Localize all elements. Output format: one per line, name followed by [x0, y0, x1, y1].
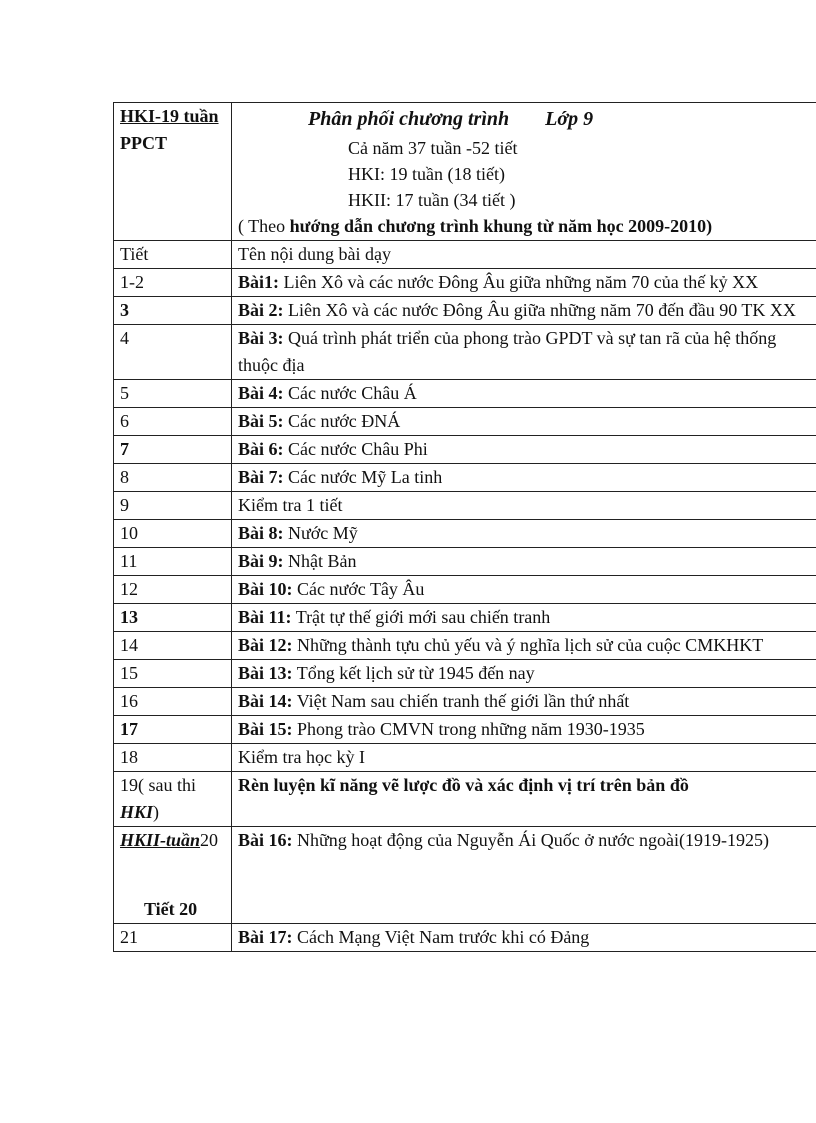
- lesson-cell: [232, 688, 816, 716]
- tiet-cell: [114, 827, 232, 924]
- lesson-number: Bài 5:: [238, 411, 284, 431]
- table-row: [114, 269, 816, 297]
- lesson-cell: [232, 716, 816, 744]
- lesson-number: Bài1:: [238, 272, 280, 292]
- hkii-line: HKII: 17 tuần (34 tiết ): [348, 190, 516, 210]
- lesson-title: Cách Mạng Việt Nam trước khi có Đảng: [297, 927, 590, 947]
- lesson-title: Trật tự thế giới mới sau chiến tranh: [295, 607, 551, 627]
- lesson-cell: [232, 576, 816, 604]
- tiet-cell: 11: [114, 548, 232, 576]
- table-row: [114, 464, 816, 492]
- lesson-title: Tổng kết lịch sử từ 1945 đến nay: [296, 663, 535, 683]
- lesson-number: Bài 16:: [238, 830, 293, 850]
- tiet-cell: 14: [114, 632, 232, 660]
- tiet-number: Tiết 20: [144, 899, 198, 919]
- tiet-cell: 16: [114, 688, 232, 716]
- lesson-number: Bài 15:: [238, 719, 293, 739]
- tiet-cell: 9: [114, 492, 232, 520]
- tiet-a: 19( sau thi: [120, 775, 196, 795]
- lesson-cell: [232, 604, 816, 632]
- tiet-b: HKI: [120, 802, 154, 822]
- table-row: [114, 688, 816, 716]
- table-row: [114, 380, 816, 408]
- column-header-title: Tên nội dung bài dạy: [232, 241, 816, 269]
- title-text: Phân phối chương trình: [308, 108, 510, 130]
- table-row: [114, 632, 816, 660]
- table-row: [114, 492, 816, 520]
- grade-text: Lớp 9: [545, 108, 594, 130]
- tiet-cell: 1-2: [114, 269, 232, 297]
- lesson-title: Kiểm tra học kỳ I: [238, 747, 365, 767]
- lesson-number: Bài 2:: [238, 300, 284, 320]
- lesson-title: Quá trình phát triển của phong trào GPDT và sự tan rã của hệ thống thuộc địa: [238, 328, 777, 375]
- curriculum-table: [113, 102, 816, 952]
- lesson-cell: [232, 632, 816, 660]
- semester-label: HKI-19 tuần: [120, 106, 219, 126]
- lesson-cell: [232, 464, 816, 492]
- lesson-number: Bài 12:: [238, 635, 293, 655]
- page-title: [238, 103, 814, 135]
- lesson-title: Nước Mỹ: [288, 523, 358, 543]
- lesson-title: Rèn luyện kĩ năng vẽ lược đồ và xác định vị trí trên bản đồ: [232, 772, 816, 827]
- table-row: [114, 604, 816, 632]
- header-row: [114, 103, 816, 241]
- tiet-cell: 15: [114, 660, 232, 688]
- ppct-label: PPCT: [120, 133, 167, 153]
- note-line: [238, 213, 814, 240]
- lesson-cell: [232, 548, 816, 576]
- lesson-number: Bài 13:: [238, 663, 293, 683]
- lesson-title: Liên Xô và các nước Đông Âu giữa những năm 70 của thế kỷ XX: [283, 272, 759, 292]
- lesson-cell: [232, 492, 816, 520]
- lesson-number: Bài 14:: [238, 691, 293, 711]
- lesson-title: Kiểm tra 1 tiết: [238, 495, 343, 515]
- hkii-text: HKII-tuần: [120, 830, 201, 850]
- lesson-number: Bài 6:: [238, 439, 284, 459]
- table-row: [114, 924, 816, 952]
- lesson-title: Việt Nam sau chiến tranh thế giới lần thứ nhất: [296, 691, 630, 711]
- lesson-number: Bài 7:: [238, 467, 284, 487]
- lesson-number: Bài 9:: [238, 551, 284, 571]
- lesson-title: Liên Xô và các nước Đông Âu giữa những năm 70 đến đầu 90 TK XX: [288, 300, 796, 320]
- tiet-c: ): [153, 802, 160, 822]
- tiet-cell: 4: [114, 325, 232, 380]
- lesson-cell: [232, 744, 816, 772]
- lesson-cell: [232, 325, 816, 380]
- lesson-cell: [232, 924, 816, 952]
- table-row: [114, 548, 816, 576]
- tiet-cell: 8: [114, 464, 232, 492]
- lesson-title: Các nước Châu Á: [288, 383, 417, 403]
- table-row: [114, 408, 816, 436]
- tiet-cell: 12: [114, 576, 232, 604]
- total-line: Cả năm 37 tuần -52 tiết: [348, 138, 518, 158]
- tiet-cell: 7: [114, 436, 232, 464]
- tiet-cell: 6: [114, 408, 232, 436]
- lesson-title: Phong trào CMVN trong những năm 1930-1935: [297, 719, 645, 739]
- column-header-tiet: Tiết: [114, 241, 232, 269]
- lesson-cell: [232, 408, 816, 436]
- lesson-number: Bài 10:: [238, 579, 293, 599]
- header-left-cell: [114, 103, 232, 241]
- table-row: [114, 827, 816, 924]
- lesson-title: Các nước Tây Âu: [297, 579, 425, 599]
- table-row: [114, 325, 816, 380]
- table-row: [114, 716, 816, 744]
- lesson-cell: [232, 520, 816, 548]
- lesson-number: Bài 11:: [238, 607, 292, 627]
- tiet-cell: 13: [114, 604, 232, 632]
- lesson-cell: [232, 660, 816, 688]
- note-prefix: ( Theo: [238, 216, 290, 236]
- semester2-label: [120, 827, 227, 854]
- table-row: [114, 436, 816, 464]
- lesson-title: Nhật Bản: [288, 551, 357, 571]
- lesson-number: Bài 17:: [238, 927, 293, 947]
- lesson-number: Bài 4:: [238, 383, 284, 403]
- tiet-cell: [114, 772, 232, 827]
- table-row: [114, 772, 816, 827]
- table-row: [114, 520, 816, 548]
- column-header-row: [114, 241, 816, 269]
- tiet-cell: 10: [114, 520, 232, 548]
- lesson-cell: [232, 297, 816, 325]
- tiet-cell: 21: [114, 924, 232, 952]
- tiet-cell: 18: [114, 744, 232, 772]
- tiet-cell: 5: [114, 380, 232, 408]
- lesson-title: Những hoạt động của Nguyễn Ái Quốc ở nước ngoài(1919-1925): [297, 830, 769, 850]
- lesson-cell: [232, 827, 816, 924]
- table-row: [114, 744, 816, 772]
- lesson-title: Các nước Mỹ La tinh: [288, 467, 443, 487]
- table-row: [114, 297, 816, 325]
- lesson-cell: [232, 380, 816, 408]
- table-row: [114, 660, 816, 688]
- header-right-cell: [232, 103, 816, 241]
- lesson-number: Bài 3:: [238, 328, 284, 348]
- hki-line: HKI: 19 tuần (18 tiết): [348, 164, 505, 184]
- lesson-rows: [114, 269, 816, 772]
- lesson-title: Các nước ĐNÁ: [288, 411, 401, 431]
- tiet-cell: 3: [114, 297, 232, 325]
- tiet-cell: 17: [114, 716, 232, 744]
- week-text: 20: [200, 830, 219, 850]
- lesson-title: Các nước Châu Phi: [288, 439, 428, 459]
- lesson-title: Những thành tựu chủ yếu và ý nghĩa lịch sử của cuộc CMKHKT: [297, 635, 764, 655]
- table-row: [114, 576, 816, 604]
- note-bold: hướng dẫn chương trình khung từ năm học 2009-2010): [289, 216, 713, 236]
- lesson-number: Bài 8:: [238, 523, 284, 543]
- lesson-cell: [232, 436, 816, 464]
- lesson-cell: [232, 269, 816, 297]
